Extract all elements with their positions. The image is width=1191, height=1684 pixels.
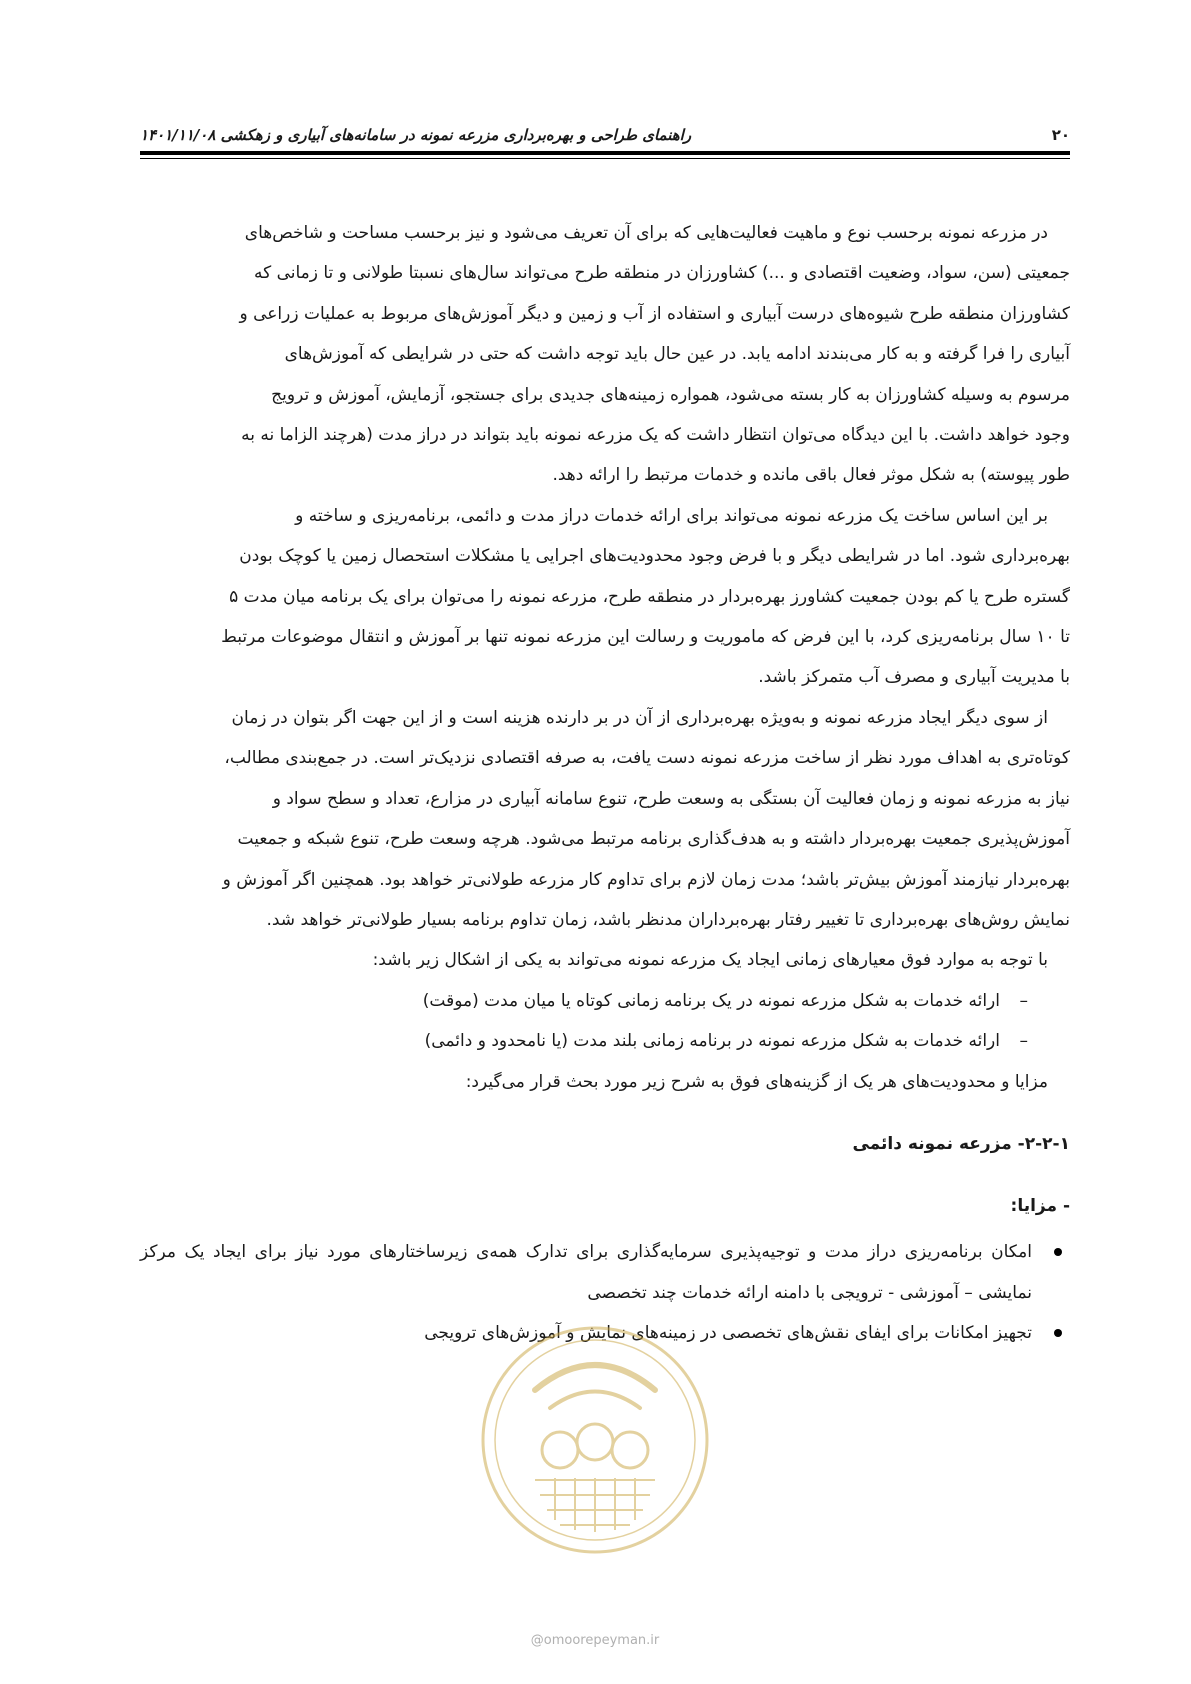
header-rule-thick xyxy=(140,151,1070,155)
document-body xyxy=(140,213,1070,1354)
criteria-intro: با توجه به موارد فوق معیارهای زمانی ایجاد یک مزرعه نمونه می‌تواند به یکی از اشکال زیر باشد: xyxy=(372,950,1048,971)
paragraph-3 xyxy=(140,698,1070,940)
paragraph-line: در مزرعه نمونه برحسب نوع و ماهیت فعالیت‌هایی که برای آن تعریف می‌شود و نیز برحسب مساحت و شاخص‌های xyxy=(244,223,1048,243)
running-title: راهنمای طراحی و بهره‌برداری مزرعه نمونه در سامانه‌های آبیاری و زهکشی ۱۴۰۱/۱۱/۰۸ xyxy=(140,126,692,144)
paragraph-2 xyxy=(140,496,1070,698)
paragraph-line: نمایش روش‌های بهره‌برداری تا تغییر رفتار بهره‌برداران مدنظر باشد، زمان تداوم برنامه بسیار طولانی‌تر خواهد شد. xyxy=(266,909,1070,930)
paragraph-line: گستره طرح یا کم بودن جمعیت کشاورز بهره‌بردار در منطقه طرح، مزرعه نمونه را می‌توان برای یک برنامه میان مدت ۵ xyxy=(229,586,1070,607)
paragraph-1 xyxy=(140,213,1070,496)
bullet-dot xyxy=(1054,1329,1062,1337)
advantages-label: - مزایا: xyxy=(1010,1195,1070,1216)
paragraph-line: بهره‌بردار نیازمند آموزش بیش‌تر باشد؛ مدت زمان لازم برای تداوم کار مزرعه طولانی‌تر خواهد بود. همچنین اگر آموزش و xyxy=(222,869,1070,890)
bullet-text: تجهیز امکانات برای ایفای نقش‌های تخصصی در زمینه‌های نمایش و آموزش‌های ترویجی xyxy=(424,1323,1032,1344)
paragraph-line: جمعیتی (سن، سواد، وضعیت اقتصادی و ...) کشاورزان در منطقه طرح می‌تواند سال‌های نسبتا طولانی و تا زمانی که xyxy=(253,263,1070,284)
dash-list-item xyxy=(140,981,1028,1021)
section-heading: ۲-۲-۱- مزرعه نمونه دائمی xyxy=(852,1133,1070,1154)
paragraph-line: آموزش‌پذیری جمعیت بهره‌بردار داشته و به هدف‌گذاری برنامه مرتبط می‌شود. هرچه وسعت طرح، تنوع شبکه و جمعیت xyxy=(237,829,1070,850)
dash-item-text: ارائه خدمات به شکل مزرعه نمونه در برنامه زمانی بلند مدت (یا نامحدود و دائمی) xyxy=(424,1031,1000,1052)
paragraph-line: تا ۱۰ سال برنامه‌ریزی کرد، با این فرض که ماموریت و رسالت این مزرعه نمونه تنها بر آموزش و انتقال موضوعات مرتبط xyxy=(221,627,1070,648)
dash-marker: – xyxy=(1019,990,1028,1011)
bullet-item xyxy=(140,1232,1070,1313)
bullet-item xyxy=(140,1313,1070,1353)
watermark-url: @omoorepeyman.ir xyxy=(530,1633,660,1648)
paragraph-line: بر این اساس ساخت یک مزرعه نمونه می‌تواند برای ارائه خدمات دراز مدت و دائمی، برنامه‌ریزی و ساخته و xyxy=(295,505,1048,526)
criteria-outro: مزایا و محدودیت‌های هر یک از گزینه‌های فوق به شرح زیر مورد بحث قرار می‌گیرد: xyxy=(465,1071,1048,1092)
dash-list xyxy=(140,981,1070,1062)
advantages-list xyxy=(140,1232,1070,1353)
paragraph-line: بهره‌برداری شود. اما در شرایطی دیگر و با فرض وجود محدودیت‌های اجرایی یا مشکلات استحصال زمین یا کوچک بودن xyxy=(239,546,1070,567)
dash-marker: – xyxy=(1019,1031,1028,1052)
paragraph-line: آبیاری را فرا گرفته و به کار می‌بندند ادامه یابد. در عین حال باید توجه داشت که حتی در شرایطی که آموزش‌های xyxy=(284,344,1070,365)
page-number: ۲۰ xyxy=(1051,126,1070,144)
bullet-text: امکان برنامه‌ریزی دراز مدت و توجیه‌پذیری سرمایه‌گذاری برای تدارک همه‌ی زیرساختارهای مورد نیاز برای ایجاد یک مرکز نمایشی – آموزشی - ترویجی با دامنه ارائه خدمات چند تخصصی xyxy=(140,1242,1032,1303)
watermark-logo xyxy=(475,1320,715,1560)
paragraph-line: وجود خواهد داشت. با این دیدگاه می‌توان انتظار داشت که یک مزرعه نمونه باید بتواند در دراز مدت (هرچند الزاما نه به xyxy=(241,425,1070,446)
paragraph-line: مرسوم به وسیله کشاورزان به کار بسته می‌شود، همواره زمینه‌های جدیدی برای جستجو، آزمایش، آموزش و ترویج xyxy=(271,384,1070,405)
paragraph-line: کشاورزان منطقه طرح شیوه‌های درست آبیاری و استفاده از آب و زمین و دیگر آموزش‌های مربوط به عملیات زراعی و xyxy=(239,303,1070,324)
paragraph-line: طور پیوسته) به شکل موثر فعال باقی مانده و خدمات مرتبط را ارائه دهد. xyxy=(552,465,1070,486)
paragraph-line: نیاز به مزرعه نمونه و زمان فعالیت آن بستگی به وسعت طرح، تنوع سامانه آبیاری در مزارع، تعداد و سطح سواد و xyxy=(272,788,1070,809)
dash-item-text: ارائه خدمات به شکل مزرعه نمونه در یک برنامه زمانی کوتاه یا میان مدت (موقت) xyxy=(422,990,1000,1011)
header-rule-thin xyxy=(140,158,1070,159)
bullet-dot xyxy=(1054,1248,1062,1256)
dash-list-item xyxy=(140,1021,1028,1061)
paragraph-line: کوتاه‌تری به اهداف مورد نظر از ساخت مزرعه نمونه دست یافت، به صرفه اقتصادی نزدیک‌تر است. در جمع‌بندی مطالب، xyxy=(224,748,1070,769)
page-header xyxy=(140,118,1070,148)
paragraph-line: با مدیریت آبیاری و مصرف آب متمرکز باشد. xyxy=(758,667,1070,688)
paragraph-line: از سوی دیگر ایجاد مزرعه نمونه و به‌ویژه بهره‌برداری از آن در بر دارنده هزینه است و از این جهت اگر بتوان در زمان xyxy=(231,707,1048,728)
